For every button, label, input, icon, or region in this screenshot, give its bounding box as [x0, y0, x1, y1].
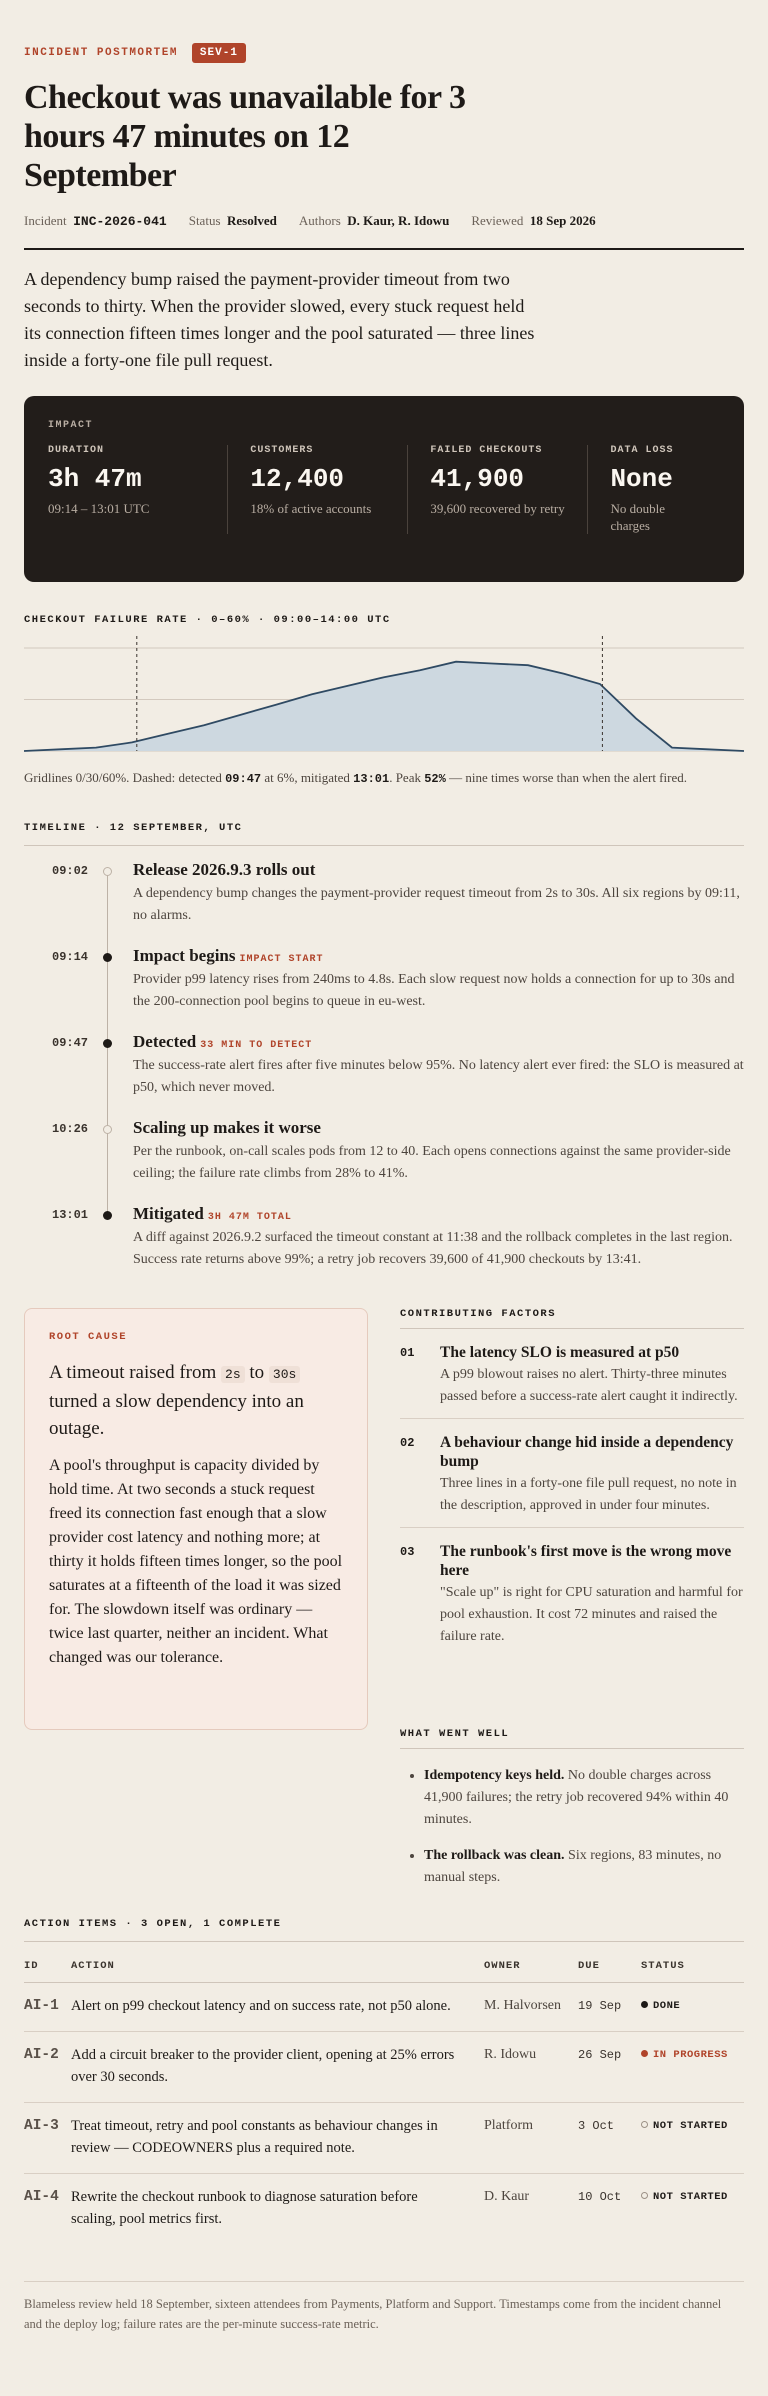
status-dot-icon: [641, 2001, 648, 2008]
timeline-divider: [24, 845, 744, 846]
action-id: AI-2: [24, 2032, 71, 2103]
factor-item: [400, 1329, 744, 1419]
impact-metrics: [48, 445, 720, 534]
kicker-row: [24, 43, 246, 63]
action-due: 10 Oct: [578, 2190, 622, 2204]
went-well-title: WHAT WENT WELL: [400, 1728, 510, 1740]
action-id: AI-1: [24, 1983, 71, 2032]
factor-title: A behaviour change hid inside a dependency bump: [440, 1434, 734, 1470]
timeout-before: 2s: [221, 1366, 245, 1383]
factor-item: [400, 1528, 744, 1658]
factor-title: The runbook's first move is the wrong move here: [440, 1543, 732, 1579]
event-time: 09:14: [52, 950, 89, 964]
meta-authors: Authors D. Kaur, R. Idowu: [298, 213, 450, 228]
event-dot: [103, 1211, 112, 1220]
table-row: [24, 1983, 744, 2032]
col-status: STATUS: [641, 1950, 744, 1983]
contributing-factors: [400, 1308, 744, 1658]
action-owner: Platform: [484, 2103, 578, 2174]
metric-sub: 18% of active accounts: [250, 501, 372, 516]
timeout-after: 30s: [269, 1366, 300, 1383]
factor-desc: "Scale up" is right for CPU saturation and harmful for pool exhaustion. It cost 72 minutes and raised the failure rate.: [440, 1585, 743, 1644]
action-owner: R. Idowu: [484, 2032, 578, 2103]
metric-value: 41,900: [430, 464, 525, 494]
impact-panel: [24, 396, 744, 582]
root-cause-card: [24, 1308, 368, 1730]
action-due: 26 Sep: [578, 2032, 641, 2103]
event-desc: The success-rate alert fires after five minutes below 95%. No latency alert ever fired: the SLO is measured at p50, which never moved.: [133, 1058, 744, 1095]
action-text: Alert on p99 checkout latency and on success rate, not p50 alone.: [71, 1983, 484, 2032]
event-desc: A dependency bump changes the payment-provider request timeout from 2s to 30s. All six regions by 09:11, no alarms.: [133, 886, 740, 923]
meta-status: Status Resolved: [188, 213, 277, 228]
metric-label: DATA LOSS: [610, 445, 674, 456]
event-desc: Provider p99 latency rises from 240ms to 4.8s. Each slow request now holds a connection for up to 30s and the 200-connection pool begins to queue in eu-west.: [133, 972, 735, 1009]
severity-badge: SEV-1: [192, 43, 246, 63]
factor-item: [400, 1419, 744, 1528]
metric-value: None: [610, 464, 673, 494]
event-title: Impact begins IMPACT START: [133, 946, 324, 965]
event-desc: Per the runbook, on-call scales pods from 12 to 40. Each opens connections against the same provider-side ceiling; the failure rate climbs from 28% to 41%.: [133, 1144, 731, 1181]
action-id: AI-3: [24, 2103, 71, 2174]
lede-paragraph: A dependency bump raised the payment-provider timeout from two seconds to thirty. When the provider slowed, every stuck request held its connection fifteen times longer and the pool saturated — three lines inside a forty-one file pull request.: [24, 269, 535, 370]
factor-number: 02: [400, 1436, 415, 1450]
event-title: Release 2026.9.3 rolls out: [133, 860, 316, 879]
action-due: 3 Oct: [578, 2103, 641, 2174]
event-time: 10:26: [52, 1122, 89, 1136]
metric-customers: [250, 445, 408, 534]
event-tag: IMPACT START: [239, 954, 324, 965]
peak-value: 52%: [424, 772, 446, 786]
metric-data-loss: [610, 445, 720, 534]
status-badge: DONE: [641, 1983, 744, 2032]
metric-sub: 09:14 – 13:01 UTC: [48, 501, 150, 516]
action-due: 19 Sep: [578, 1983, 641, 2032]
page-title: Checkout was unavailable for 3 hours 47 minutes on 12 September: [24, 79, 466, 194]
action-text: Treat timeout, retry and pool constants as behaviour changes in review — CODEOWNERS plus a required note.: [71, 2103, 484, 2174]
table-row: [24, 2174, 744, 2245]
went-well-item: • The rollback was clean. Six regions, 83 minutes, no manual steps.: [424, 1845, 744, 1889]
event-time: 09:02: [52, 864, 89, 878]
status-badge: NOT STARTED: [641, 2103, 744, 2174]
status-value: Resolved: [227, 213, 277, 228]
meta-incident: Incident INC-2026-041: [24, 213, 167, 229]
root-cause-headline: A timeout raised from 2s to 30s turned a slow dependency into an outage.: [49, 1362, 304, 1439]
event-dot: [103, 953, 112, 962]
footnote: Blameless review held 18 September, sixteen attendees from Payments, Platform and Support. Timestamps come from the incident channel and the deploy log; failure rates are the per-minute success-rate metric.: [24, 2297, 722, 2331]
col-action: ACTION: [71, 1950, 484, 1983]
status-dot-icon: [641, 2192, 648, 2199]
metric-sub: No double charges: [610, 501, 665, 533]
event-time: 09:47: [52, 1036, 89, 1050]
action-owner: D. Kaur: [484, 2189, 530, 2204]
factor-title: The latency SLO is measured at p50: [440, 1344, 680, 1361]
action-items-table: [24, 1950, 744, 2244]
meta-row: [24, 213, 596, 229]
event-dot: [103, 867, 112, 876]
reviewed-value: 18 Sep 2026: [529, 213, 596, 228]
contributing-title: CONTRIBUTING FACTORS: [400, 1308, 557, 1320]
event-title: Scaling up makes it worse: [133, 1118, 321, 1137]
metric-failed-checkouts: [430, 445, 588, 534]
root-cause-label: ROOT CAUSE: [49, 1331, 128, 1343]
root-cause-body: A pool's throughput is capacity divided by hold time. At two seconds a stuck request freed its connection fast enough that a slow provider cost latency and nothing more; at thirty it holds fifteen times longer, so the pool saturates at a fifteenth of the load it was sized for. The slowdown itself was ordinary — twice last quarter, neither an incident. What changed was our tolerance.: [49, 1457, 343, 1666]
event-title: Detected 33 MIN TO DETECT: [133, 1032, 313, 1051]
event-tag: 33 MIN TO DETECT: [200, 1040, 313, 1051]
mitigated-time: 13:01: [353, 772, 390, 786]
factor-desc: A p99 blowout raises no alert. Thirty-three minutes passed before a success-rate alert caught it indirectly.: [440, 1367, 738, 1404]
action-items-title: ACTION ITEMS · 3 OPEN, 1 COMPLETE: [24, 1918, 282, 1930]
event-time: 13:01: [52, 1208, 89, 1222]
authors-value: D. Kaur, R. Idowu: [347, 213, 450, 228]
status-badge: IN PROGRESS: [641, 2032, 744, 2103]
failure-area: [24, 662, 744, 751]
status-dot-icon: [641, 2050, 648, 2057]
meta-reviewed: Reviewed 18 Sep 2026: [471, 213, 596, 228]
col-due: DUE: [578, 1950, 641, 1983]
went-well-item: • Idempotency keys held. No double charges across 41,900 failures; the retry job recovered 94% within 40 minutes.: [424, 1765, 744, 1831]
metric-label: DURATION: [48, 445, 105, 456]
table-row: [24, 2103, 744, 2174]
col-id: ID: [24, 1950, 71, 1983]
action-text: Add a circuit breaker to the provider client, opening at 25% errors over 30 seconds.: [71, 2032, 484, 2103]
event-dot: [103, 1039, 112, 1048]
table-row: [24, 2032, 744, 2103]
status-dot-icon: [641, 2121, 648, 2128]
timeline-title: TIMELINE · 12 SEPTEMBER, UTC: [24, 822, 243, 834]
factor-number: 01: [400, 1346, 415, 1360]
col-owner: OWNER: [484, 1950, 578, 1983]
metric-label: FAILED CHECKOUTS: [430, 445, 543, 456]
action-text: Rewrite the checkout runbook to diagnose saturation before scaling, pool metrics first.: [71, 2189, 418, 2227]
metric-label: CUSTOMERS: [250, 445, 314, 456]
factor-desc: Three lines in a forty-one file pull request, no note in the description, approved in under four minutes.: [440, 1476, 737, 1513]
status-badge: NOT STARTED: [641, 2174, 744, 2245]
incident-id: INC-2026-041: [73, 214, 167, 229]
went-well: [400, 1728, 744, 1903]
metric-value: 3h 47m: [48, 464, 142, 494]
factor-number: 03: [400, 1545, 415, 1559]
impact-label: IMPACT: [48, 420, 94, 431]
metric-duration: [48, 445, 228, 534]
event-tag: 3H 47M TOTAL: [207, 1212, 292, 1223]
action-owner: M. Halvorsen: [484, 1983, 578, 2032]
event-dot: [103, 1125, 112, 1134]
doc-kicker: INCIDENT POSTMORTEM: [24, 47, 178, 59]
table-header-row: [24, 1950, 744, 1983]
metric-sub: 39,600 recovered by retry: [430, 501, 565, 516]
event-desc: A diff against 2026.9.2 surfaced the timeout constant at 11:38 and the rollback completes in the last region. Success rate returns above 99%; a retry job recovers 39,600 of 41,900 checkouts by 13:41.: [133, 1230, 733, 1267]
chart-title: CHECKOUT FAILURE RATE · 0–60% · 09:00–14:00 UTC: [24, 614, 391, 626]
chart-caption: Gridlines 0/30/60%. Dashed: detected 09:47 at 6%, mitigated 13:01. Peak 52% — nine times worse than when the alert fired.: [24, 770, 687, 786]
detected-time: 09:47: [225, 772, 262, 786]
failure-rate-chart: [24, 636, 744, 756]
event-title: Mitigated 3H 47M TOTAL: [133, 1204, 292, 1223]
action-id: AI-4: [24, 2189, 59, 2205]
metric-value: 12,400: [250, 464, 345, 494]
header-divider: [24, 248, 744, 250]
